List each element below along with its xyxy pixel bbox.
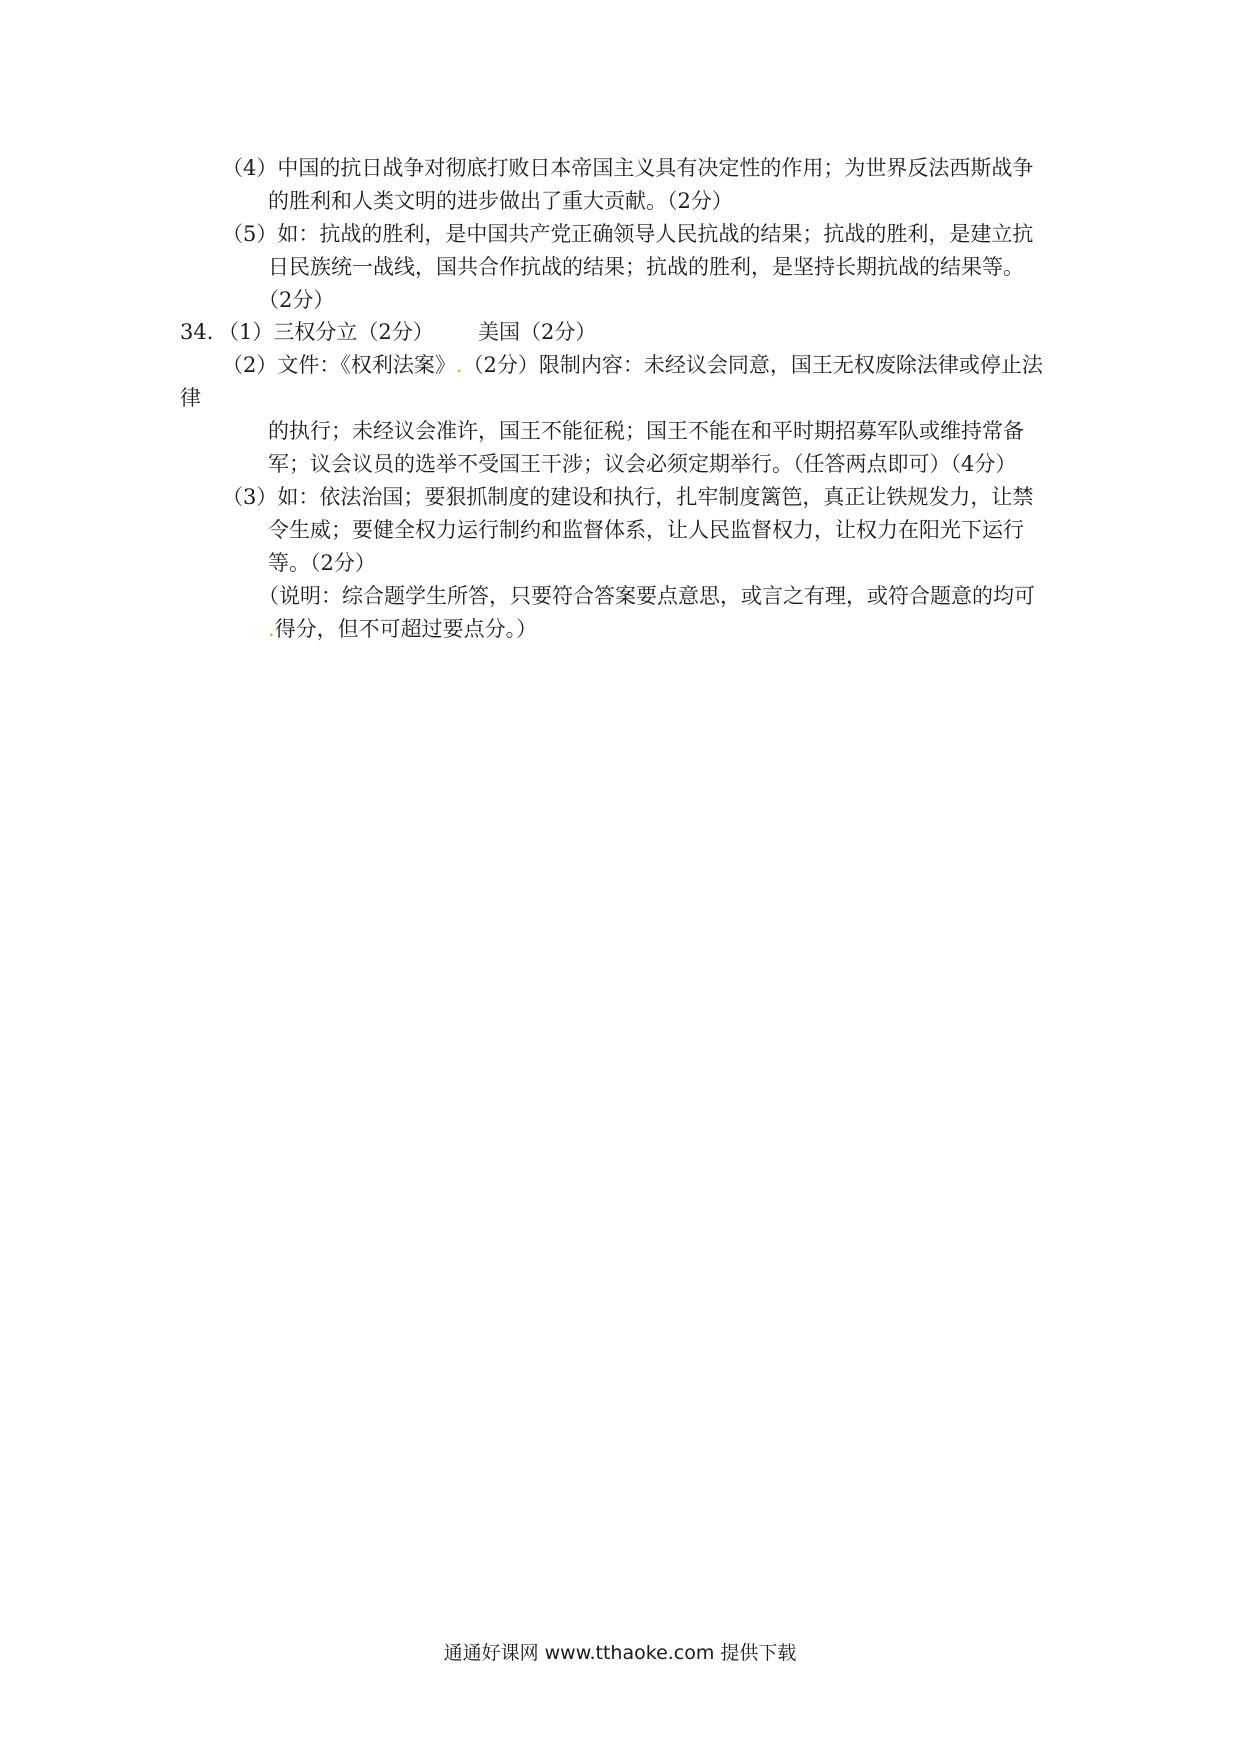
q34-2-line3: 军；议会议员的选举不受国王干涉；议会必须定期举行。（任答两点即可）（4分） [268, 452, 1017, 476]
page-footer: 通通好课网 www.tthaoke.com 提供下载 [443, 1642, 797, 1664]
q34-2-prefix: （2）文件：《权利法案》 [222, 353, 456, 377]
note-dot: . [268, 617, 275, 641]
q34-3-line1: （3）如：依法治国；要狠抓制度的建设和执行，扎牢制度篱笆，真正让铁规发力，让禁 [222, 485, 1034, 509]
q34-1-part2: 美国（2分） [478, 320, 597, 344]
q34-number: 34. [180, 320, 214, 344]
q34-2-wrap: 律 [180, 386, 201, 410]
q33-4-line2: 的胜利和人类文明的进步做出了重大贡献。（2分） [268, 189, 733, 213]
q33-4-line1: （4）中国的抗日战争对彻底打败日本帝国主义具有决定性的作用；为世界反法西斯战争 [222, 156, 1034, 180]
q34-2-line2: 的执行；未经议会准许，国王不能征税；国王不能在和平时期招募军队或维持常备 [268, 419, 1024, 443]
q34-3-line3: 等。（2分） [268, 551, 376, 575]
note-line1: （说明：综合题学生所答，只要符合答案要点意思，或言之有理，或符合题意的均可 [258, 584, 1035, 608]
q34-3-line2: 令生威；要健全权力运行制约和监督体系，让人民监督权力，让权力在阳光下运行 [268, 518, 1024, 542]
q34-2-line1 [222, 355, 1043, 376]
q34-1-part1: （1）三权分立（2分） [218, 320, 434, 344]
q33-5-line2: 日民族统一战线，国共合作抗战的结果；抗战的胜利，是坚持长期抗战的结果等。 [268, 255, 1024, 279]
q33-5-line1: （5）如：抗战的胜利，是中国共产党正确领导人民抗战的结果；抗战的胜利，是建立抗 [222, 222, 1034, 246]
note-line2 [268, 619, 537, 640]
q34-2-dot: . [455, 353, 463, 377]
q33-5-line3: （2分） [258, 288, 335, 312]
note-line2-text: 得分，但不可超过要点分。） [274, 617, 538, 641]
q34-2-rest: （2分）限制内容：未经议会同意，国王无权废除法律或停止法 [462, 353, 1043, 377]
